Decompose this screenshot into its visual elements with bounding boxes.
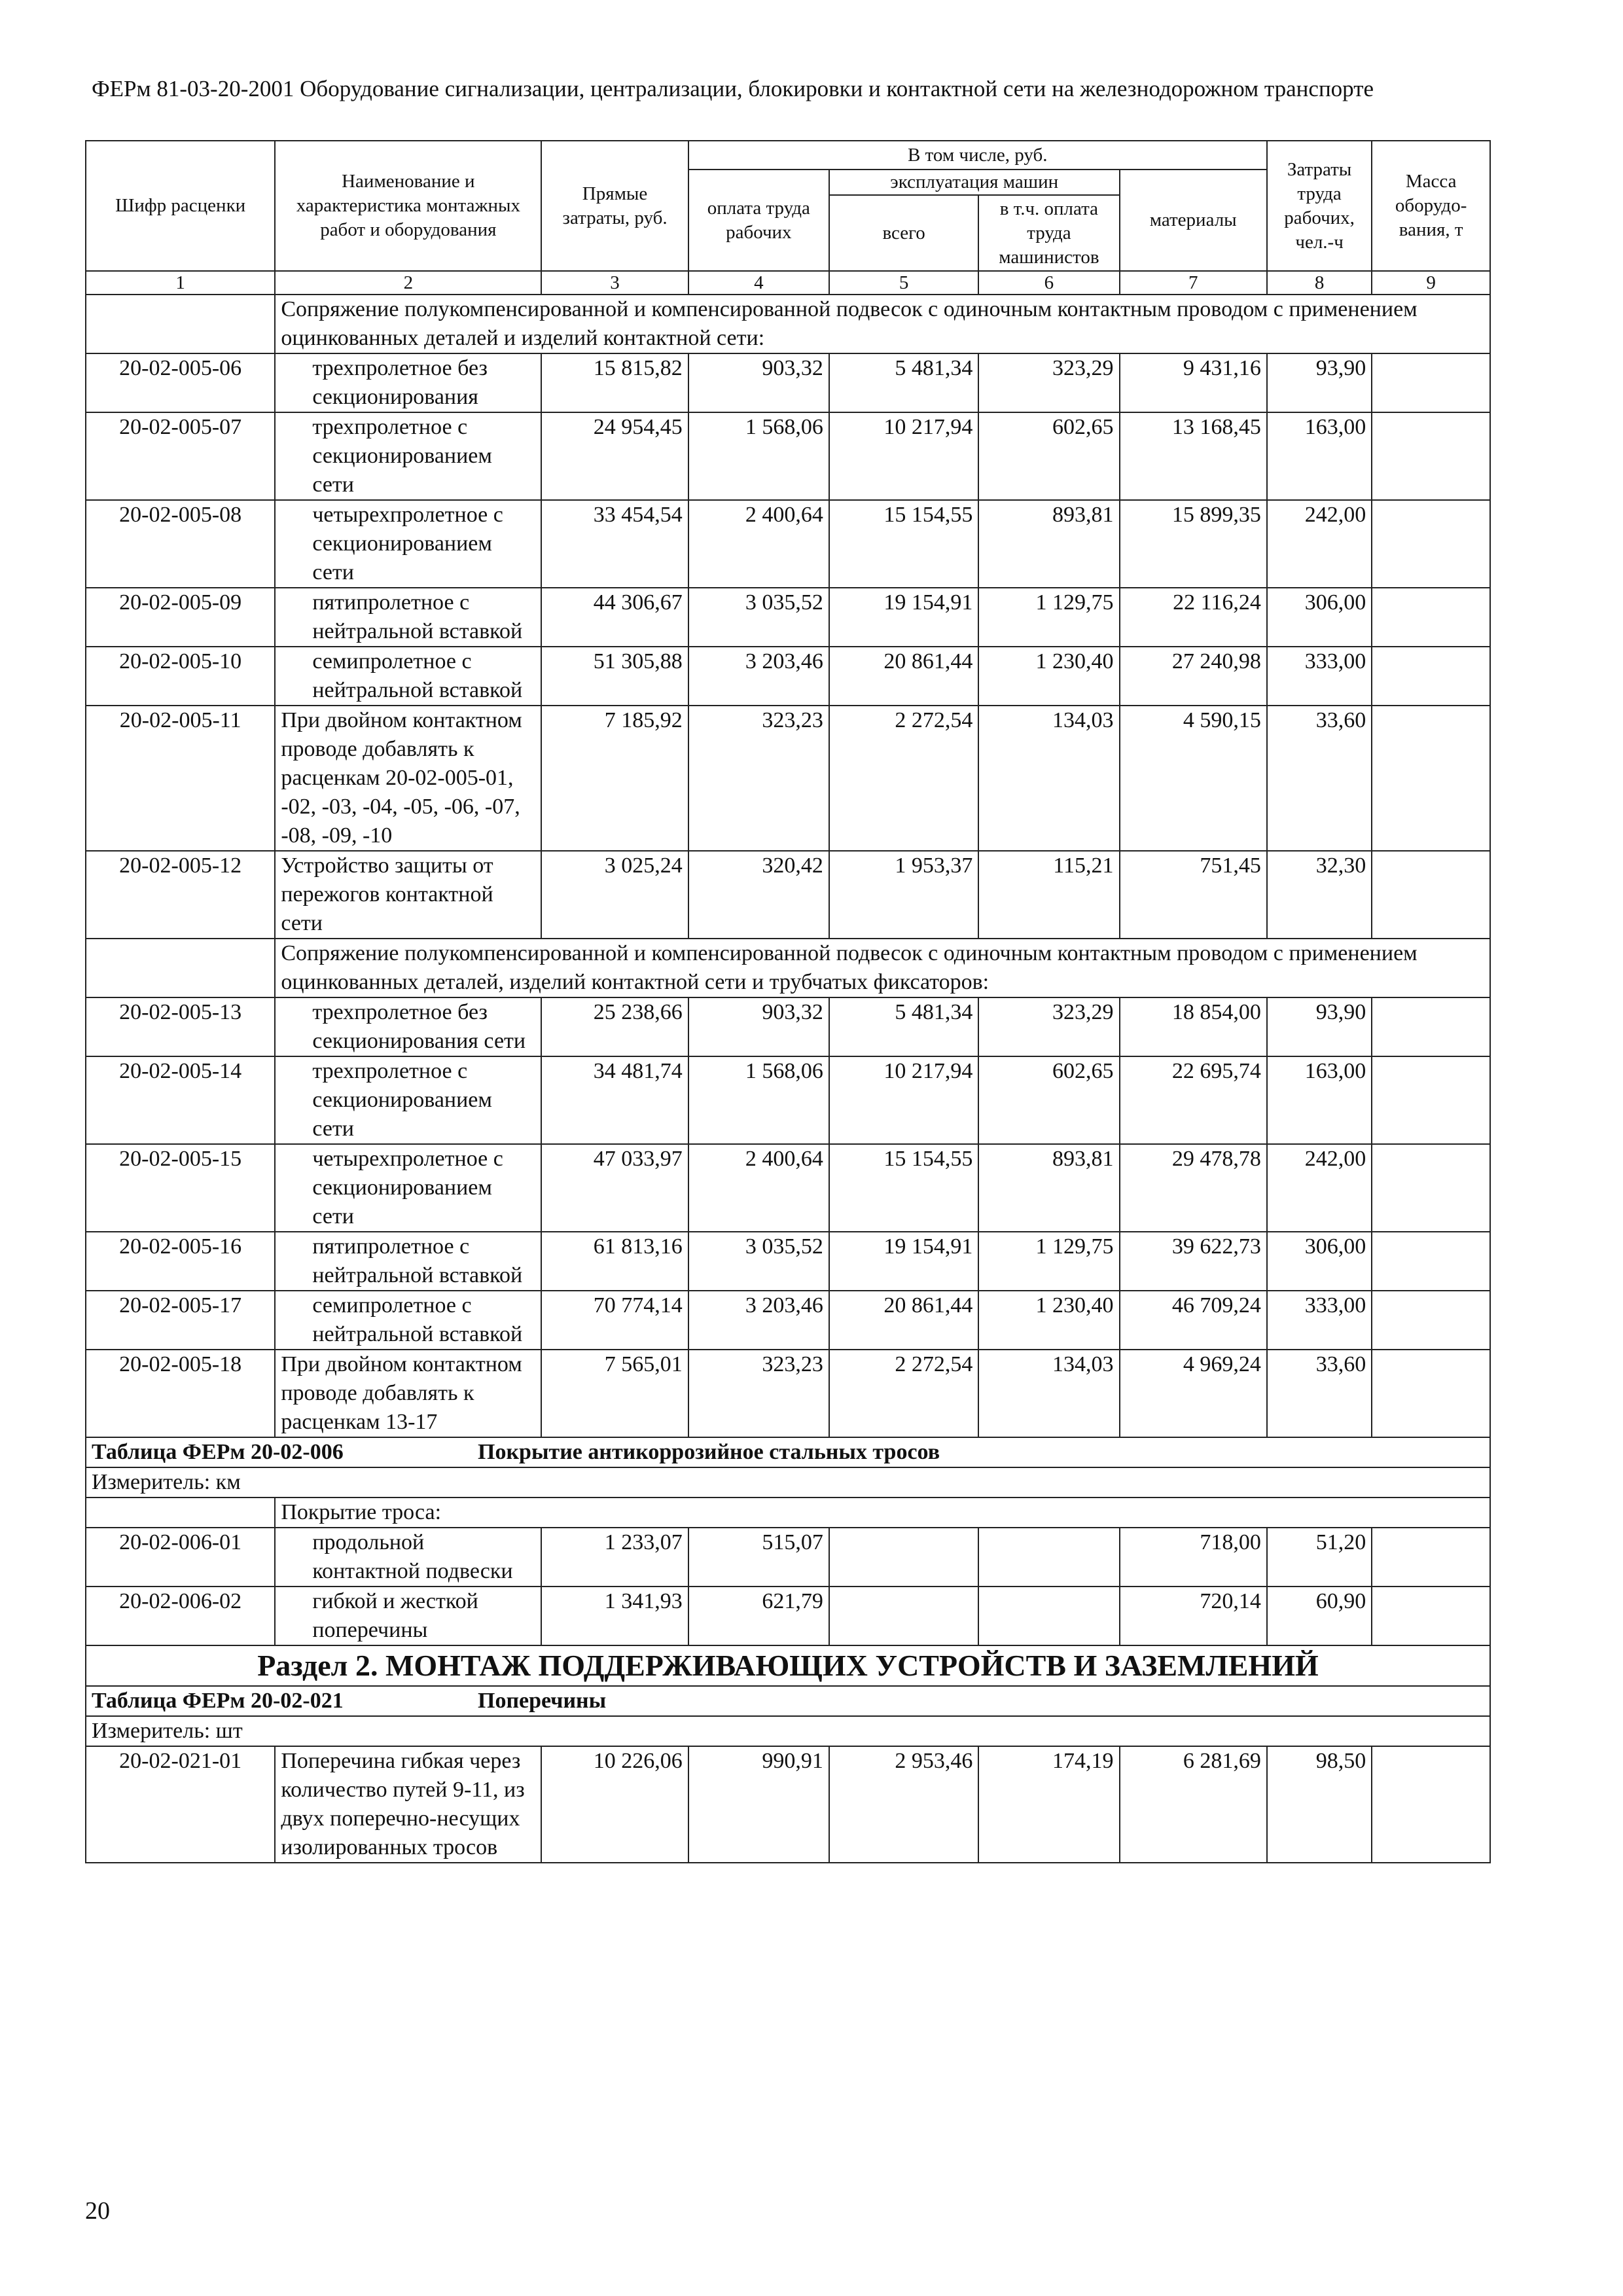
- group-heading: Сопряжение полукомпенсированной и компенсированной подвесок с одиночным контактным проводом с применением оцинкованных деталей, изделий контактной сети и трубчатых фиксаторов:: [275, 939, 1490, 997]
- table-row: [86, 1746, 1490, 1863]
- work-name: При двойном контактном проводе добавлять к расценкам 20-02-005-01, -02, -03, -04, -05, -06, -07, -08, -09, -10: [275, 706, 541, 851]
- header-mass: Масса оборудо-вания, т: [1372, 141, 1490, 271]
- direct-costs: 15 815,82: [541, 353, 688, 412]
- equipment-mass: [1372, 412, 1490, 500]
- direct-costs: 61 813,16: [541, 1232, 688, 1291]
- labor-pay: 990,91: [688, 1746, 829, 1863]
- direct-costs: 7 565,01: [541, 1350, 688, 1437]
- machines-total: 15 154,55: [829, 1144, 978, 1232]
- work-name: При двойном контактном проводе добавлять к расценкам 13-17: [275, 1350, 541, 1437]
- materials-cost: 718,00: [1120, 1528, 1267, 1587]
- materials-cost: 15 899,35: [1120, 500, 1267, 588]
- work-name: семипролетное с нейтральной вставкой: [275, 647, 541, 706]
- machines-total: 15 154,55: [829, 500, 978, 588]
- column-number: 8: [1267, 271, 1372, 295]
- table-row: [86, 706, 1490, 851]
- group-heading-row: [86, 295, 1490, 353]
- table-row: [86, 997, 1490, 1056]
- direct-costs: 3 025,24: [541, 851, 688, 939]
- materials-cost: 29 478,78: [1120, 1144, 1267, 1232]
- machinist-pay: 134,03: [978, 706, 1119, 851]
- machinist-pay: 323,29: [978, 353, 1119, 412]
- table-title: Поперечины: [478, 1689, 607, 1713]
- table-header: [86, 141, 1490, 295]
- table021-rows: [86, 1746, 1490, 1863]
- materials-cost: 720,14: [1120, 1587, 1267, 1645]
- machines-total: 1 953,37: [829, 851, 978, 939]
- machines-total: 19 154,91: [829, 1232, 978, 1291]
- machinist-pay: 602,65: [978, 412, 1119, 500]
- materials-cost: 22 116,24: [1120, 588, 1267, 647]
- labor-pay: 903,32: [688, 353, 829, 412]
- column-number: 1: [86, 271, 275, 295]
- machines-total: 2 272,54: [829, 1350, 978, 1437]
- work-name: пятипролетное с нейтральной вставкой: [275, 588, 541, 647]
- equipment-mass: [1372, 647, 1490, 706]
- work-name: трехпролетное без секционирования сети: [275, 997, 541, 1056]
- labor-pay: 3 203,46: [688, 1291, 829, 1350]
- labor-pay: 903,32: [688, 997, 829, 1056]
- rate-code: 20-02-005-13: [86, 997, 275, 1056]
- equipment-mass: [1372, 1056, 1490, 1144]
- machinist-pay: 602,65: [978, 1056, 1119, 1144]
- machines-total: 5 481,34: [829, 353, 978, 412]
- machines-total: 20 861,44: [829, 1291, 978, 1350]
- equipment-mass: [1372, 1350, 1490, 1437]
- table-row: [86, 353, 1490, 412]
- table-row: [86, 1350, 1490, 1437]
- table-title: Покрытие антикоррозийное стальных тросов: [478, 1440, 940, 1464]
- column-number: 5: [829, 271, 978, 295]
- section-row: [86, 1645, 1490, 1686]
- column-number: 6: [978, 271, 1119, 295]
- equipment-mass: [1372, 1291, 1490, 1350]
- work-name: продольной контактной подвески: [275, 1528, 541, 1587]
- table-row: [86, 1056, 1490, 1144]
- machines-total: 2 953,46: [829, 1746, 978, 1863]
- table-row: [86, 588, 1490, 647]
- direct-costs: 47 033,97: [541, 1144, 688, 1232]
- materials-cost: 39 622,73: [1120, 1232, 1267, 1291]
- machinist-pay: 1 129,75: [978, 588, 1119, 647]
- labor-hours: 306,00: [1267, 588, 1372, 647]
- direct-costs: 70 774,14: [541, 1291, 688, 1350]
- direct-costs: 25 238,66: [541, 997, 688, 1056]
- work-name: Поперечина гибкая через количество путей 9-11, из двух поперечно-несущих изолированных тросов: [275, 1746, 541, 1863]
- materials-cost: 9 431,16: [1120, 353, 1267, 412]
- machinist-pay: 1 129,75: [978, 1232, 1119, 1291]
- rate-code: 20-02-005-11: [86, 706, 275, 851]
- column-numbers-row: [86, 271, 1490, 295]
- measure-row: [86, 1716, 1490, 1746]
- rate-code: 20-02-005-07: [86, 412, 275, 500]
- equipment-mass: [1372, 706, 1490, 851]
- table-row: [86, 500, 1490, 588]
- materials-cost: 6 281,69: [1120, 1746, 1267, 1863]
- group2-rows: [86, 997, 1490, 1437]
- machines-total: 5 481,34: [829, 997, 978, 1056]
- work-name: трехпролетное с секционированием сети: [275, 412, 541, 500]
- labor-pay: 323,23: [688, 706, 829, 851]
- equipment-mass: [1372, 1232, 1490, 1291]
- machinist-pay: 1 230,40: [978, 1291, 1119, 1350]
- machinist-pay: 174,19: [978, 1746, 1119, 1863]
- measure-row: [86, 1467, 1490, 1498]
- subheading: Покрытие троса:: [275, 1498, 1490, 1528]
- labor-hours: 33,60: [1267, 1350, 1372, 1437]
- materials-cost: 22 695,74: [1120, 1056, 1267, 1144]
- equipment-mass: [1372, 500, 1490, 588]
- table-number: Таблица ФЕРм 20-02-006: [92, 1440, 344, 1464]
- header-including: В том числе, руб.: [688, 141, 1267, 170]
- direct-costs: 34 481,74: [541, 1056, 688, 1144]
- machines-total: 19 154,91: [829, 588, 978, 647]
- header-direct-costs: Прямые затраты, руб.: [541, 141, 688, 271]
- work-name: четырехпролетное с секционированием сети: [275, 1144, 541, 1232]
- labor-hours: 242,00: [1267, 1144, 1372, 1232]
- direct-costs: 7 185,92: [541, 706, 688, 851]
- labor-hours: 306,00: [1267, 1232, 1372, 1291]
- header-machinist-pay: в т.ч. оплата труда машинистов: [978, 195, 1119, 271]
- equipment-mass: [1372, 1144, 1490, 1232]
- equipment-mass: [1372, 1746, 1490, 1863]
- labor-hours: 93,90: [1267, 353, 1372, 412]
- rate-code: 20-02-005-10: [86, 647, 275, 706]
- header-name: Наименование и характеристика монтажных работ и оборудования: [275, 141, 541, 271]
- labor-pay: 3 035,52: [688, 1232, 829, 1291]
- equipment-mass: [1372, 851, 1490, 939]
- materials-cost: 4 969,24: [1120, 1350, 1267, 1437]
- machines-total: 2 272,54: [829, 706, 978, 851]
- labor-hours: 333,00: [1267, 1291, 1372, 1350]
- materials-cost: 13 168,45: [1120, 412, 1267, 500]
- header-machines-total: всего: [829, 195, 978, 271]
- work-name: семипролетное с нейтральной вставкой: [275, 1291, 541, 1350]
- header-machines: эксплуатация машин: [829, 170, 1120, 195]
- equipment-mass: [1372, 353, 1490, 412]
- labor-pay: 621,79: [688, 1587, 829, 1645]
- labor-hours: 98,50: [1267, 1746, 1372, 1863]
- rate-code: 20-02-005-06: [86, 353, 275, 412]
- machines-total: 10 217,94: [829, 412, 978, 500]
- machines-total: 10 217,94: [829, 1056, 978, 1144]
- rate-code: 20-02-005-17: [86, 1291, 275, 1350]
- equipment-mass: [1372, 1587, 1490, 1645]
- work-name: Устройство защиты от пережогов контактной сети: [275, 851, 541, 939]
- rate-code: 20-02-006-01: [86, 1528, 275, 1587]
- materials-cost: 751,45: [1120, 851, 1267, 939]
- table-title-row: [86, 1437, 1490, 1467]
- equipment-mass: [1372, 997, 1490, 1056]
- direct-costs: 33 454,54: [541, 500, 688, 588]
- machinist-pay: 893,81: [978, 1144, 1119, 1232]
- labor-hours: 51,20: [1267, 1528, 1372, 1587]
- column-number: 9: [1372, 271, 1490, 295]
- section-title: Раздел 2. МОНТАЖ ПОДДЕРЖИВАЮЩИХ УСТРОЙСТВ И ЗАЗЕМЛЕНИЙ: [86, 1645, 1490, 1686]
- group1-rows: [86, 353, 1490, 939]
- header-labor-pay: оплата труда рабочих: [688, 170, 829, 271]
- column-number: 2: [275, 271, 541, 295]
- rate-code: 20-02-005-08: [86, 500, 275, 588]
- table-row: [86, 647, 1490, 706]
- labor-pay: 3 203,46: [688, 647, 829, 706]
- machinist-pay: 115,21: [978, 851, 1119, 939]
- machinist-pay: [978, 1587, 1119, 1645]
- rate-code: 20-02-005-12: [86, 851, 275, 939]
- header-code: Шифр расценки: [86, 141, 275, 271]
- direct-costs: 44 306,67: [541, 588, 688, 647]
- materials-cost: 4 590,15: [1120, 706, 1267, 851]
- machines-total: 20 861,44: [829, 647, 978, 706]
- column-number: 7: [1120, 271, 1267, 295]
- labor-pay: 2 400,64: [688, 500, 829, 588]
- labor-pay: 2 400,64: [688, 1144, 829, 1232]
- measure-unit: Измеритель: шт: [86, 1716, 1490, 1746]
- machinist-pay: [978, 1528, 1119, 1587]
- rates-table: [85, 140, 1491, 1863]
- labor-hours: 242,00: [1267, 500, 1372, 588]
- labor-hours: 333,00: [1267, 647, 1372, 706]
- group-heading-row: [86, 939, 1490, 997]
- rate-code: 20-02-005-15: [86, 1144, 275, 1232]
- labor-pay: 1 568,06: [688, 1056, 829, 1144]
- column-number: 4: [688, 271, 829, 295]
- work-name: трехпролетное без секционирования: [275, 353, 541, 412]
- labor-pay: 3 035,52: [688, 588, 829, 647]
- work-name: гибкой и жесткой поперечины: [275, 1587, 541, 1645]
- labor-pay: 323,23: [688, 1350, 829, 1437]
- rate-code: 20-02-005-14: [86, 1056, 275, 1144]
- group-heading: Сопряжение полукомпенсированной и компенсированной подвесок с одиночным контактным проводом с применением оцинкованных деталей и изделий контактной сети:: [275, 295, 1490, 353]
- direct-costs: 1 233,07: [541, 1528, 688, 1587]
- table-row: [86, 1291, 1490, 1350]
- table006-rows: [86, 1528, 1490, 1645]
- table-title-row: [86, 1686, 1490, 1716]
- labor-hours: 163,00: [1267, 412, 1372, 500]
- machinist-pay: 893,81: [978, 500, 1119, 588]
- machinist-pay: 134,03: [978, 1350, 1119, 1437]
- measure-unit: Измеритель: км: [86, 1467, 1490, 1498]
- machinist-pay: 323,29: [978, 997, 1119, 1056]
- rate-code: 20-02-006-02: [86, 1587, 275, 1645]
- rate-code: 20-02-005-16: [86, 1232, 275, 1291]
- subheading-row: [86, 1498, 1490, 1528]
- table-row: [86, 1144, 1490, 1232]
- labor-pay: 515,07: [688, 1528, 829, 1587]
- work-name: четырехпролетное с секционированием сети: [275, 500, 541, 588]
- machines-total: [829, 1528, 978, 1587]
- table-row: [86, 851, 1490, 939]
- materials-cost: 46 709,24: [1120, 1291, 1267, 1350]
- header-labor-hours: Затраты труда рабочих, чел.-ч: [1267, 141, 1372, 271]
- equipment-mass: [1372, 588, 1490, 647]
- machinist-pay: 1 230,40: [978, 647, 1119, 706]
- header-materials: материалы: [1120, 170, 1267, 271]
- table-row: [86, 1587, 1490, 1645]
- direct-costs: 24 954,45: [541, 412, 688, 500]
- direct-costs: 10 226,06: [541, 1746, 688, 1863]
- labor-pay: 1 568,06: [688, 412, 829, 500]
- rate-code: 20-02-005-09: [86, 588, 275, 647]
- work-name: пятипролетное с нейтральной вставкой: [275, 1232, 541, 1291]
- materials-cost: 27 240,98: [1120, 647, 1267, 706]
- labor-pay: 320,42: [688, 851, 829, 939]
- labor-hours: 93,90: [1267, 997, 1372, 1056]
- direct-costs: 51 305,88: [541, 647, 688, 706]
- machines-total: [829, 1587, 978, 1645]
- column-number: 3: [541, 271, 688, 295]
- work-name: трехпролетное с секционированием сети: [275, 1056, 541, 1144]
- labor-hours: 33,60: [1267, 706, 1372, 851]
- table-row: [86, 1528, 1490, 1587]
- table-row: [86, 1232, 1490, 1291]
- document-title: ФЕРм 81-03-20-2001 Оборудование сигнализации, централизации, блокировки и контактной сети на железнодорожном транспорте: [92, 76, 1374, 101]
- labor-hours: 163,00: [1267, 1056, 1372, 1144]
- materials-cost: 18 854,00: [1120, 997, 1267, 1056]
- rate-code: 20-02-005-18: [86, 1350, 275, 1437]
- equipment-mass: [1372, 1528, 1490, 1587]
- table-row: [86, 412, 1490, 500]
- page-number: 20: [85, 2197, 110, 2225]
- table-number: Таблица ФЕРм 20-02-021: [92, 1689, 344, 1713]
- direct-costs: 1 341,93: [541, 1587, 688, 1645]
- rate-code: 20-02-021-01: [86, 1746, 275, 1863]
- labor-hours: 60,90: [1267, 1587, 1372, 1645]
- labor-hours: 32,30: [1267, 851, 1372, 939]
